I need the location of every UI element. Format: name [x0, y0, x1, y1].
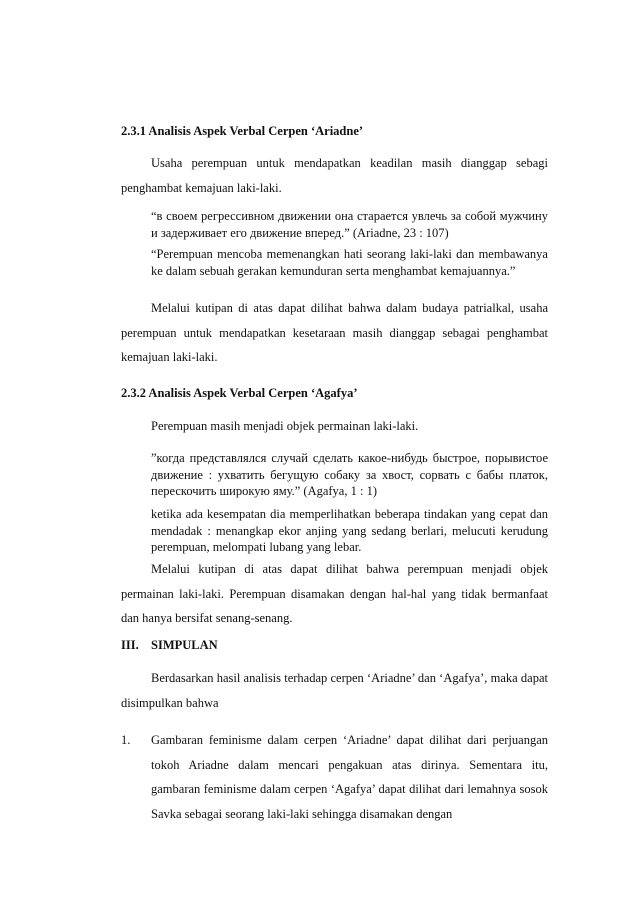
section-number-3: III. — [121, 638, 139, 652]
quote-indonesian-ariadne: “Perempuan mencoba memenangkan hati seorang laki-laki dan membawanya ke dalam sebuah gerakan kemunduran serta menghambat kemajuannya.” — [151, 247, 548, 278]
section-title-simpulan: SIMPULAN — [151, 638, 218, 652]
paragraph-2-3-2-analysis: Melalui kutipan di atas dapat dilihat bahwa perempuan menjadi objek permainan laki-laki. Perempuan disamakan dengan hal-hal yang tidak bermanfaat dan hanya bersifat senang-senang. — [121, 562, 548, 625]
paragraph-2-3-2-intro: Perempuan masih menjadi objek permainan laki-laki. — [151, 419, 419, 433]
list-item-number: 1. — [121, 733, 131, 747]
quote-russian-agafya: ”когда представлялся случай сделать какое-нибудь быстрое, порывистое движение : ухватить бегущую собаку за хвост, сорвать с бабы платок, перескочить широкую яму.” (Agafya, 1 : 1) — [151, 451, 548, 498]
list-item-text: Gambaran feminisme dalam cerpen ‘Ariadne’ dapat dilihat dari perjuangan tokoh Ariadne dalam mencari pengakuan atas dirinya. Sementara itu, gambaran feminisme dalam cerpen ‘Agafya’ dapat dilihat dari lemahnya sosok Savka sebagai seorang laki-laki sehingga disamakan dengan — [151, 733, 548, 821]
quote-russian-ariadne: “в своем регрессивном движении она старается увлечь за собой мужчину и задерживает его движение вперед.” (Ariadne, 23 : 107) — [151, 209, 548, 240]
section-heading-2-3-1: 2.3.1 Analisis Aspek Verbal Cerpen ‘Ariadne’ — [121, 124, 364, 138]
paragraph-2-3-1-analysis: Melalui kutipan di atas dapat dilihat bahwa dalam budaya patrialkal, usaha perempuan untuk mendapatkan kesetaraan masih dianggap sebagai penghambat kemajuan laki-laki. — [121, 301, 548, 364]
paragraph-2-3-1-intro: Usaha perempuan untuk mendapatkan keadilan masih dianggap sebagi penghambat kemajuan laki-laki. — [121, 156, 548, 195]
quote-indonesian-agafya: ketika ada kesempatan dia memperlihatkan beberapa tindakan yang cepat dan mendadak : menangkap ekor anjing yang sedang berlari, melucuti kerudung perempuan, melompati lubang yang lebar. — [151, 507, 548, 554]
paragraph-simpulan-intro: Berdasarkan hasil analisis terhadap cerpen ‘Ariadne’ dan ‘Agafya’, maka dapat disimpulkan bahwa — [121, 671, 548, 710]
section-heading-2-3-2: 2.3.2 Analisis Aspek Verbal Cerpen ‘Agafya’ — [121, 386, 358, 400]
